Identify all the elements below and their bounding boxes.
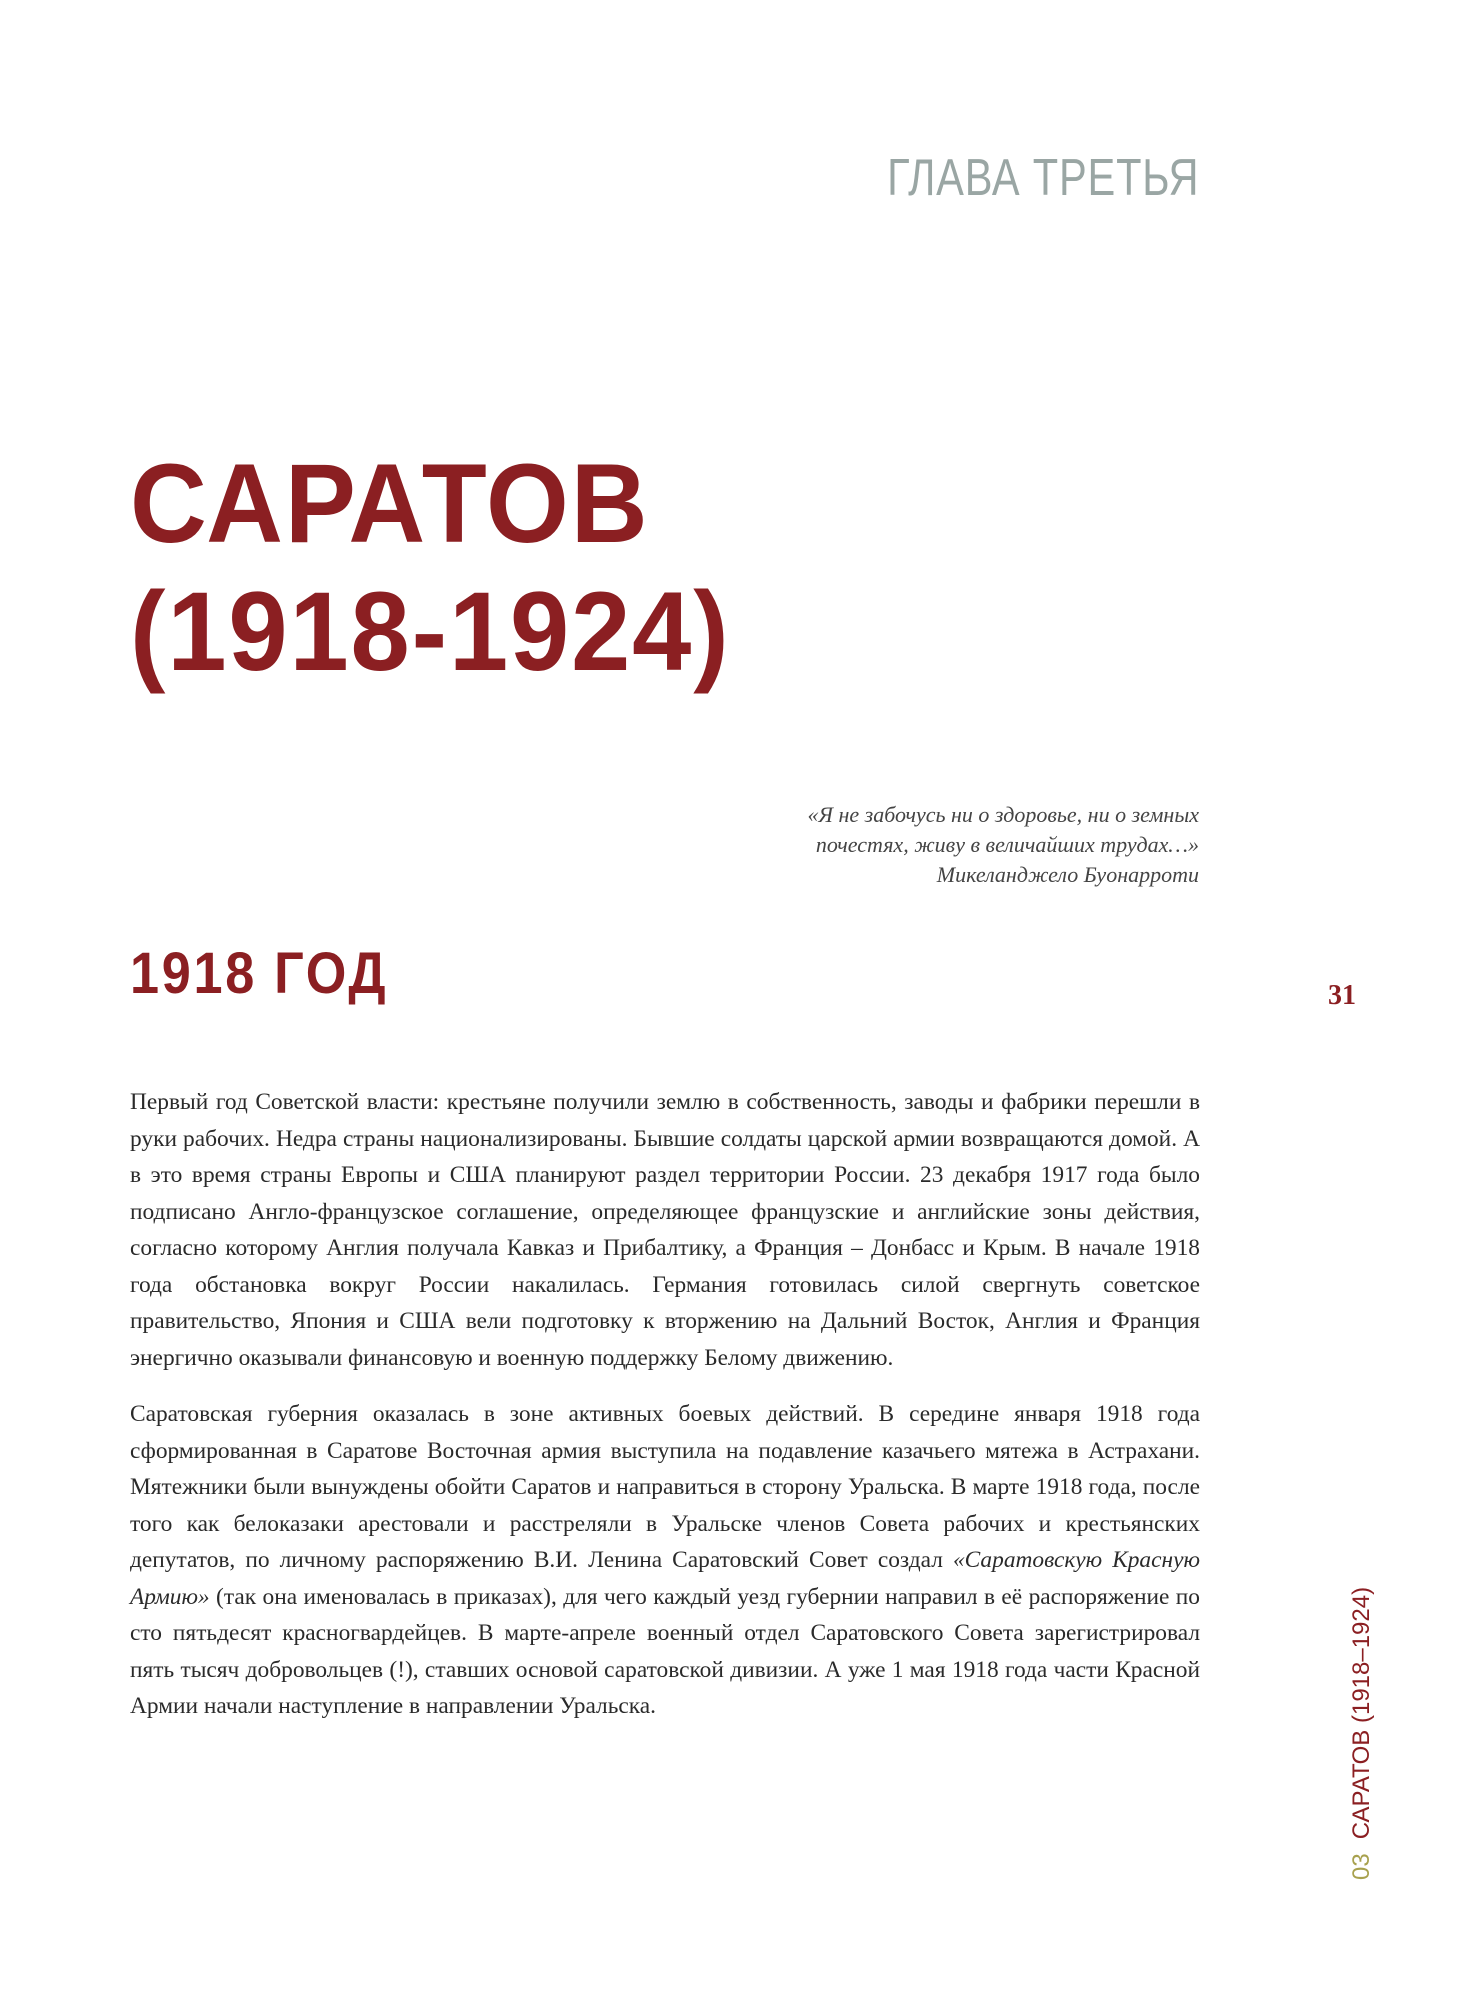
chapter-title-line1: САРАТОВ (130, 441, 650, 566)
paragraph-2 (130, 1396, 1200, 1725)
chapter-label: ГЛАВА ТРЕТЬЯ (886, 149, 1199, 207)
page-number: 31 (1328, 980, 1356, 1011)
chapter-title (130, 440, 731, 696)
running-head-chapter-number: 03 (1348, 1853, 1375, 1880)
running-head (1348, 1587, 1376, 1880)
epigraph-line2: почестях, живу в величайших трудах…» (815, 832, 1199, 857)
running-head-chapter-title: САРАТОВ (1918–1924) (1348, 1586, 1375, 1840)
section-title: 1918 ГОД (130, 941, 389, 1006)
epigraph (639, 800, 1199, 890)
paragraph-1: Первый год Советской власти: крестьяне получили землю в собственность, заводы и фабрики перешли в руки рабочих. Недра страны национализированы. Бывшие солдаты царской армии возвращаются домой. А в это время страны Европы и США планируют раздел территории России. 23 декабря 1917 года было подписано Англо-французское соглашение, определяющее французские и английские зоны действия, согласно которому Англия получала Кавказ и Прибалтику, а Франция – Донбасс и Крым. В начале 1918 года обстановка вокруг России накалилась. Германия готовилась силой свергнуть советское правительство, Япония и США вели подготовку к вторжению на Дальний Восток, Англия и Франция энергично оказывали финансовую и военную поддержку Белому движению. (130, 1089, 1200, 1371)
epigraph-author: Микеланджело Буонарроти (936, 862, 1199, 887)
chapter-title-line2: (1918-1924) (130, 569, 731, 694)
paragraph-2-part1: Саратовская губерния оказалась в зоне активных боевых действий. В середине января 1918 года сформированная в Саратове Восточная армия выступила на подавление казачьего мятежа в Астрахани. Мятежники были вынуждены обойти Саратов и направиться в сторону Уральска. В марте 1918 года, после того как белоказаки арестовали и расстреляли в Уральске членов Совета рабочих и крестьянских депутатов, по личному распоряжению В.И. Ленина Саратовский Совет создал (130, 1401, 1200, 1573)
paragraph-2-italic: «Саратовскую Красную Армию» (130, 1547, 1200, 1610)
body-text (130, 1084, 1200, 1745)
epigraph-line1: «Я не забочусь ни о здоровье, ни о земных (807, 802, 1199, 827)
paragraph-2-part2: (так она именовалась в приказах), для чего каждый уезд губернии направил в её распоряжение по сто пятьдесят красногвардейцев. В марте-апреле военный отдел Саратовского Совета зарегистрировал пять тысяч добровольцев (!), ставших основой саратовской дивизии. А уже 1 мая 1918 года части Красной Армии начали наступление в направлении Уральска. (130, 1583, 1200, 1719)
